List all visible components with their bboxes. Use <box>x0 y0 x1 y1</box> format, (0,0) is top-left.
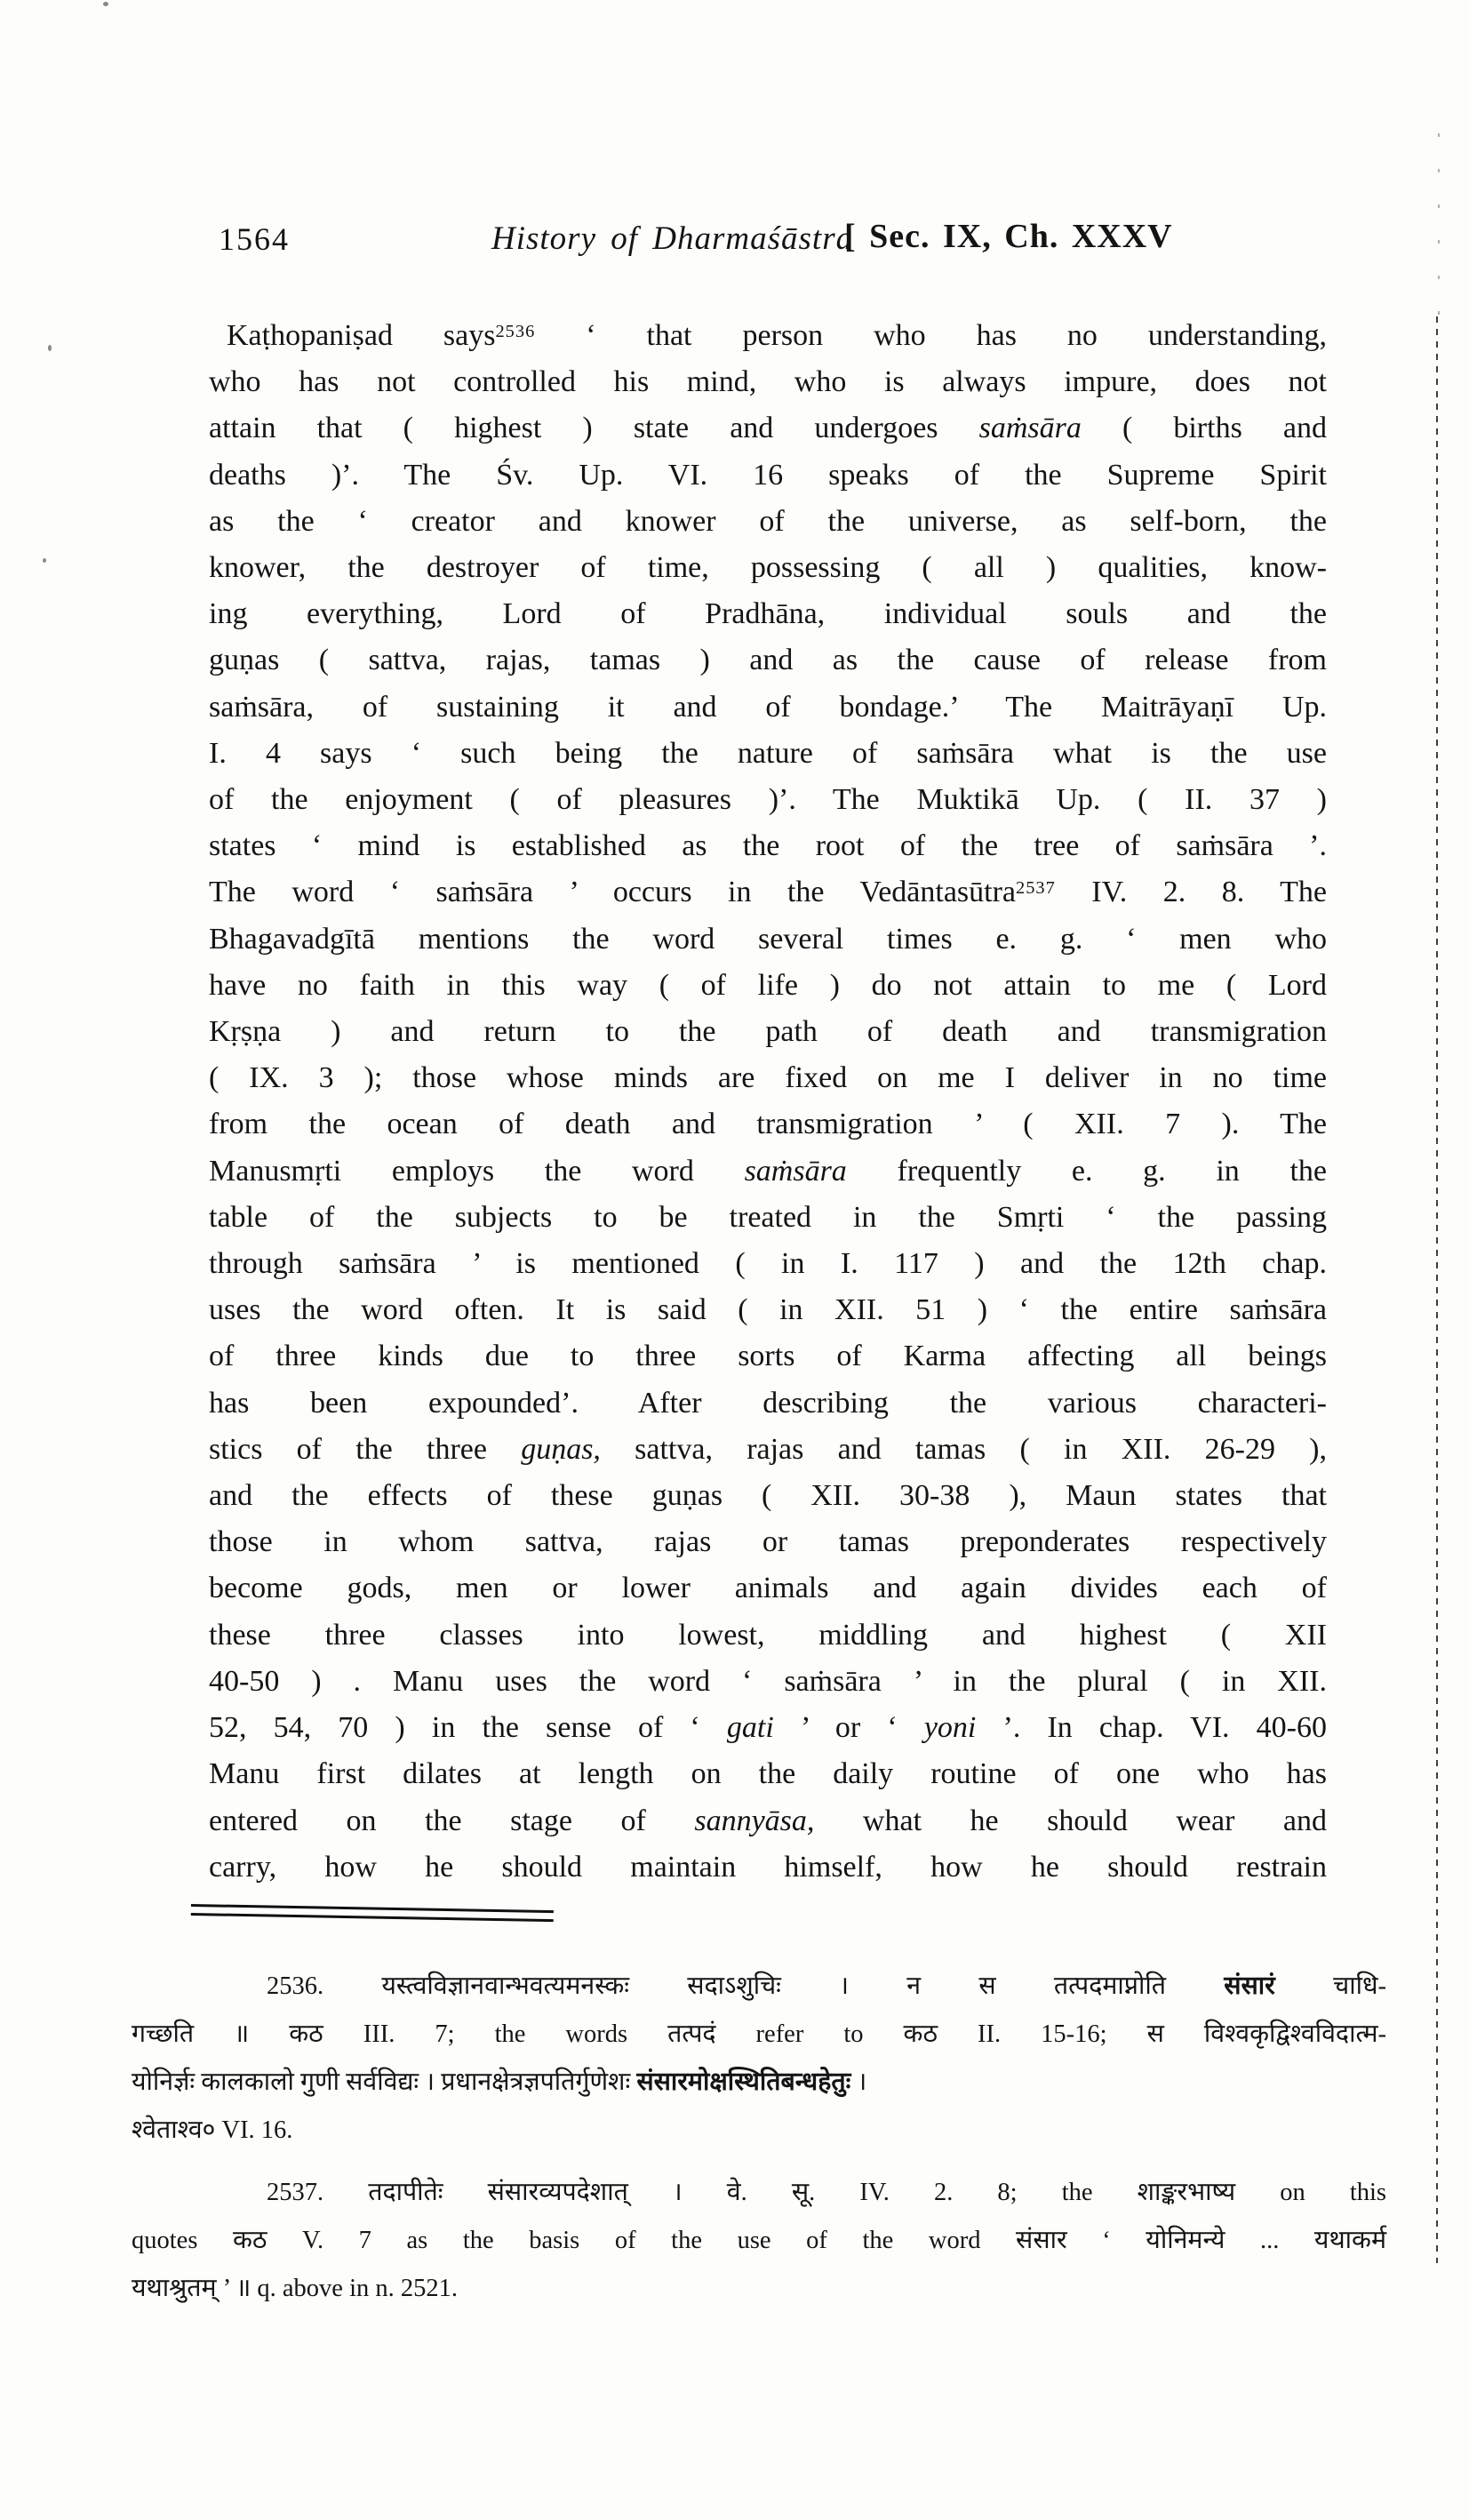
page-number: 1564 <box>219 221 290 257</box>
scan-speck <box>103 2 108 6</box>
body-text-line: carry, how he should maintain himself, how he should restrain <box>209 1850 1327 1884</box>
body-text-line: of the enjoyment ( of pleasures )’. The Muktikā Up. ( II. 37 ) <box>209 783 1327 817</box>
body-text-line: from the ocean of death and transmigration ’ ( XII. 7 ). The <box>209 1108 1327 1141</box>
body-text-line: Kṛṣṇa ) and return to the path of death and transmigration <box>209 1015 1327 1049</box>
footnote-text-line: गच्छति ॥ कठ III. 7; the words तत्पदं refer to कठ II. 15-16; स विश्वकृद्विश्वविदात्म- <box>132 2020 1386 2048</box>
scan-speck <box>48 345 52 351</box>
body-text-line: 52, 54, 70 ) in the sense of ‘ gati ’ or ‘ yoni ’. In chap. VI. 40-60 <box>209 1711 1327 1745</box>
body-text-line: The word ‘ saṁsāra ’ occurs in the Vedāntasūtra$^{2537}$ IV. 2. 8. The <box>209 876 1327 909</box>
body-text-line: and the effects of these guṇas ( XII. 30-38 ), Maun states that <box>209 1479 1327 1513</box>
footnote-separator <box>191 1904 554 1924</box>
footnote-2536 <box>132 1963 1386 2155</box>
footnote-text-line: योनिर्ज्ञः कालकालो गुणी सर्वविद्यः । प्रधानक्षेत्रज्ञपतिर्गुणेशः संसारमोक्षस्थितिबन्धहेतुः । <box>132 2068 867 2096</box>
footnote-text-line: quotes कठ V. 7 as the basis of the use of the word संसार ‘ योनिमन्ये ... यथाकर्म <box>132 2227 1386 2254</box>
body-text-line: who has not controlled his mind, who is always impure, does not <box>209 365 1327 399</box>
page-edge-scan-line-top <box>1438 133 1440 320</box>
body-text-line: stics of the three guṇas, sattva, rajas and tamas ( in XII. 26-29 ), <box>209 1432 1327 1466</box>
body-text-line: saṁsāra, of sustaining it and of bondage.’ The Maitrāyaṇī Up. <box>209 690 1327 724</box>
body-text-line: Kaṭhopaniṣad says$^{2536}$ ‘ that person who has no understanding, <box>227 319 1327 352</box>
body-text-line: these three classes into lowest, middling and highest ( XII <box>209 1618 1327 1652</box>
body-text-line: Bhagavadgītā mentions the word several times e. g. ‘ men who <box>209 922 1327 956</box>
separator-rule-top <box>191 1904 554 1913</box>
body-text-line: guṇas ( sattva, rajas, tamas ) and as the cause of release from <box>209 644 1327 677</box>
body-text-line: deaths )’. The Śv. Up. VI. 16 speaks of the Supreme Spirit <box>209 458 1327 492</box>
body-text-line: states ‘ mind is established as the root of the tree of saṁsāra ’. <box>209 829 1327 863</box>
body-text-line: through saṁsāra ’ is mentioned ( in I. 117 ) and the 12th chap. <box>209 1247 1327 1281</box>
section-chapter-label: [ Sec. IX, Ch. XXXV <box>844 218 1173 255</box>
body-text-line: ( IX. 3 ); those whose minds are fixed on me I deliver in no time <box>209 1061 1327 1095</box>
scan-speck <box>43 558 46 563</box>
separator-rule-bottom <box>191 1913 554 1922</box>
body-text-line: of three kinds due to three sorts of Karma affecting all beings <box>209 1340 1327 1373</box>
body-text-line: attain that ( highest ) state and undergoes saṁsāra ( births and <box>209 412 1327 445</box>
footnote-text-line: 2536. यस्त्वविज्ञानवान्भवत्यमनस्कः सदाऽशुचिः । न स तत्पदमाप्नोति संसारं चाधि- <box>267 1972 1386 2000</box>
footnote-2537 <box>132 2169 1386 2313</box>
body-text-line: knower, the destroyer of time, possessing ( all ) qualities, know- <box>209 551 1327 585</box>
body-text-line: have no faith in this way ( of life ) do not attain to me ( Lord <box>209 968 1327 1002</box>
body-text-line: Manusmṛti employs the word saṁsāra frequently e. g. in the <box>209 1154 1327 1188</box>
body-text-line: Manu first dilates at length on the daily routine of one who has <box>209 1757 1327 1791</box>
body-text-line: as the ‘ creator and knower of the universe, as self-born, the <box>209 504 1327 538</box>
page-edge-scan-line <box>1436 316 1438 2263</box>
footnote-text-line: यथाश्रुतम् ’ ॥ q. above in n. 2521. <box>132 2275 459 2302</box>
body-text-line: those in whom sattva, rajas or tamas preponderates respectively <box>209 1525 1327 1559</box>
body-text-line: uses the word often. It is said ( in XII. 51 ) ‘ the entire saṁsāra <box>209 1293 1327 1327</box>
body-text-line: I. 4 says ‘ such being the nature of saṁsāra what is the use <box>209 736 1327 770</box>
body-paragraph <box>209 313 1327 1891</box>
body-text-line: has been expounded’. After describing the various characteri- <box>209 1386 1327 1420</box>
body-text-line: ing everything, Lord of Pradhāna, individual souls and the <box>209 597 1327 631</box>
body-text-line: entered on the stage of sannyāsa, what he should wear and <box>209 1804 1327 1837</box>
body-text-line: 40-50 ) . Manu uses the word ‘ saṁsāra ’ in the plural ( in XII. <box>209 1664 1327 1698</box>
running-head-title: History of Dharmaśāstra <box>491 220 854 257</box>
body-text-line: become gods, men or lower animals and again divides each of <box>209 1572 1327 1605</box>
body-text-line: table of the subjects to be treated in the Smṛti ‘ the passing <box>209 1200 1327 1234</box>
footnote-text-line: श्वेताश्व० VI. 16. <box>132 2116 293 2144</box>
footnote-text-line: 2537. तदापीतेः संसारव्यपदेशात् । वे. सू. IV. 2. 8; the शाङ्करभाष्य on this <box>267 2179 1386 2206</box>
